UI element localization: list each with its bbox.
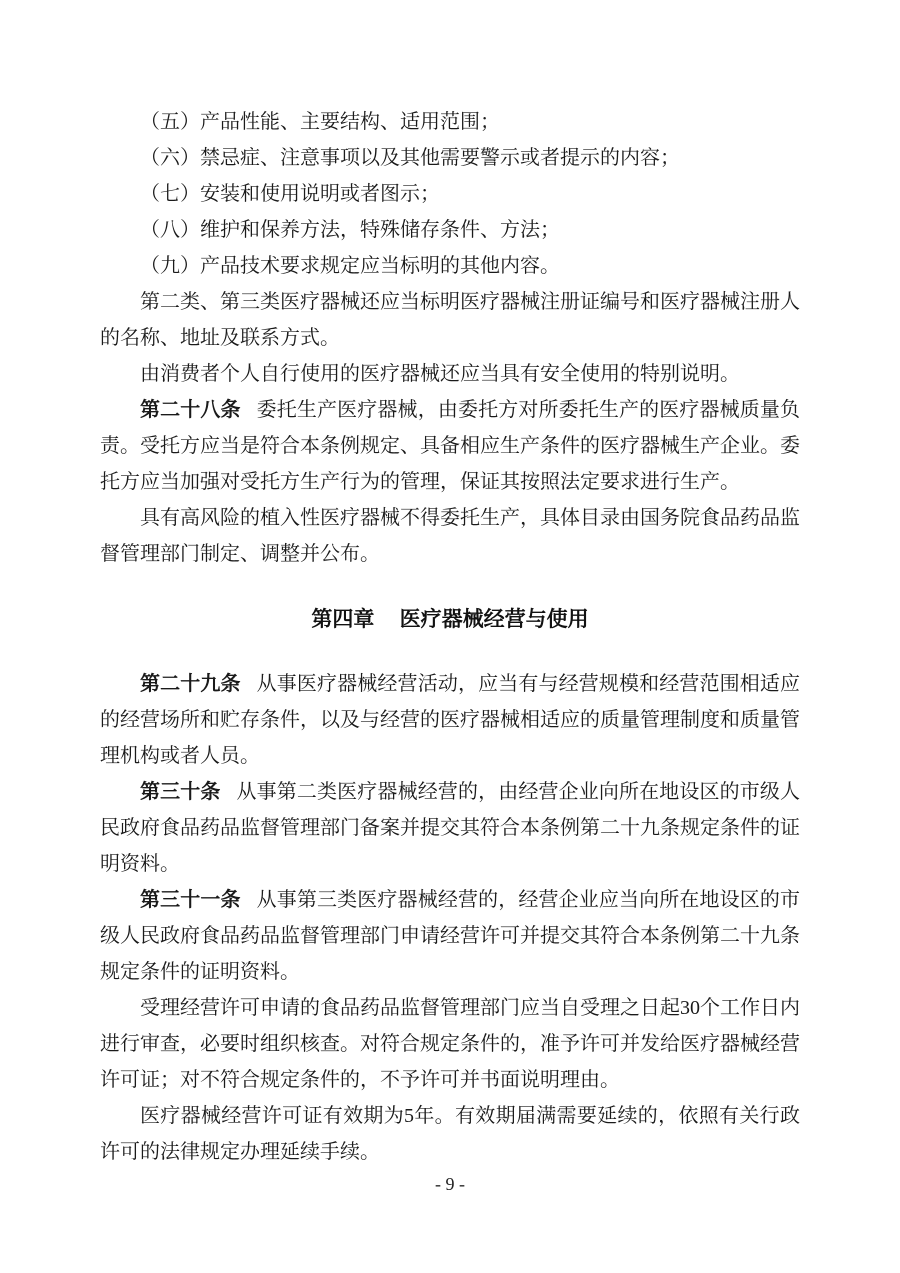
paragraph-article-29 (100, 666, 800, 774)
paragraph-license-review: 受理经营许可申请的食品药品监督管理部门应当自受理之日起30个工作日内进行审查，必要时组织核查。对符合规定条件的，准予许可并发给医疗器械经营许可证；对不符合规定条件的，不予许可并书面说明理由。 (100, 997, 800, 1091)
label-item-6: （六）禁忌症、注意事项以及其他需要警示或者提示的内容； (140, 147, 680, 169)
chapter-title: 医疗器械经营与使用 (399, 608, 589, 631)
paragraph-article-28 (100, 392, 800, 500)
paragraph-license-validity: 医疗器械经营许可证有效期为5年。有效期届满需要延续的，依照有关行政许可的法律规定办理延续手续。 (100, 1105, 800, 1163)
label-item-8: （八）维护和保养方法，特殊储存条件、方法； (140, 219, 560, 241)
paragraph-high-risk: 具有高风险的植入性医疗器械不得委托生产，具体目录由国务院食品药品监督管理部门制定、调整并公布。 (100, 507, 800, 565)
label-item-5: （五）产品性能、主要结构、适用范围； (140, 111, 500, 133)
paragraph-article-31 (100, 882, 800, 990)
article-30-label: 第三十条 (140, 781, 221, 803)
page-footer (0, 1172, 900, 1196)
chapter-number: 第四章 (311, 608, 375, 631)
article-28-text: 委托生产医疗器械，由委托方对所委托生产的医疗器械质量负责。受托方应当是符合本条例规定、具备相应生产条件的医疗器械生产企业。委托方应当加强对受托方生产行为的管理，保证其按照法定要求进行生产。 (100, 399, 801, 493)
paragraph-article-30 (100, 774, 800, 882)
article-31-text: 从事第三类医疗器械经营的，经营企业应当向所在地设区的市级人民政府食品药品监督管理部门申请经营许可并提交其符合本条例第二十九条规定条件的证明资料。 (100, 889, 801, 983)
label-item-7: （七）安装和使用说明或者图示； (140, 183, 440, 205)
article-28-label: 第二十八条 (140, 399, 241, 421)
chapter-heading (100, 602, 800, 638)
article-29-label: 第二十九条 (140, 673, 241, 695)
article-31-label: 第三十一条 (140, 889, 241, 911)
paragraph-class23-labeling: 第二类、第三类医疗器械还应当标明医疗器械注册证编号和医疗器械注册人的名称、地址及联系方式。 (100, 291, 800, 349)
article-29-text: 从事医疗器械经营活动，应当有与经营规模和经营范围相适应的经营场所和贮存条件，以及与经营的医疗器械相适应的质量管理制度和质量管理机构或者人员。 (100, 673, 801, 767)
document-body (100, 104, 800, 1170)
paragraph-consumer-use: 由消费者个人自行使用的医疗器械还应当具有安全使用的特别说明。 (140, 363, 740, 385)
label-item-9: （九）产品技术要求规定应当标明的其他内容。 (140, 255, 560, 277)
page-number: - 9 - (435, 1174, 465, 1194)
article-30-text: 从事第二类医疗器械经营的，由经营企业向所在地设区的市级人民政府食品药品监督管理部门备案并提交其符合本条例第二十九条规定条件的证明资料。 (100, 781, 801, 875)
